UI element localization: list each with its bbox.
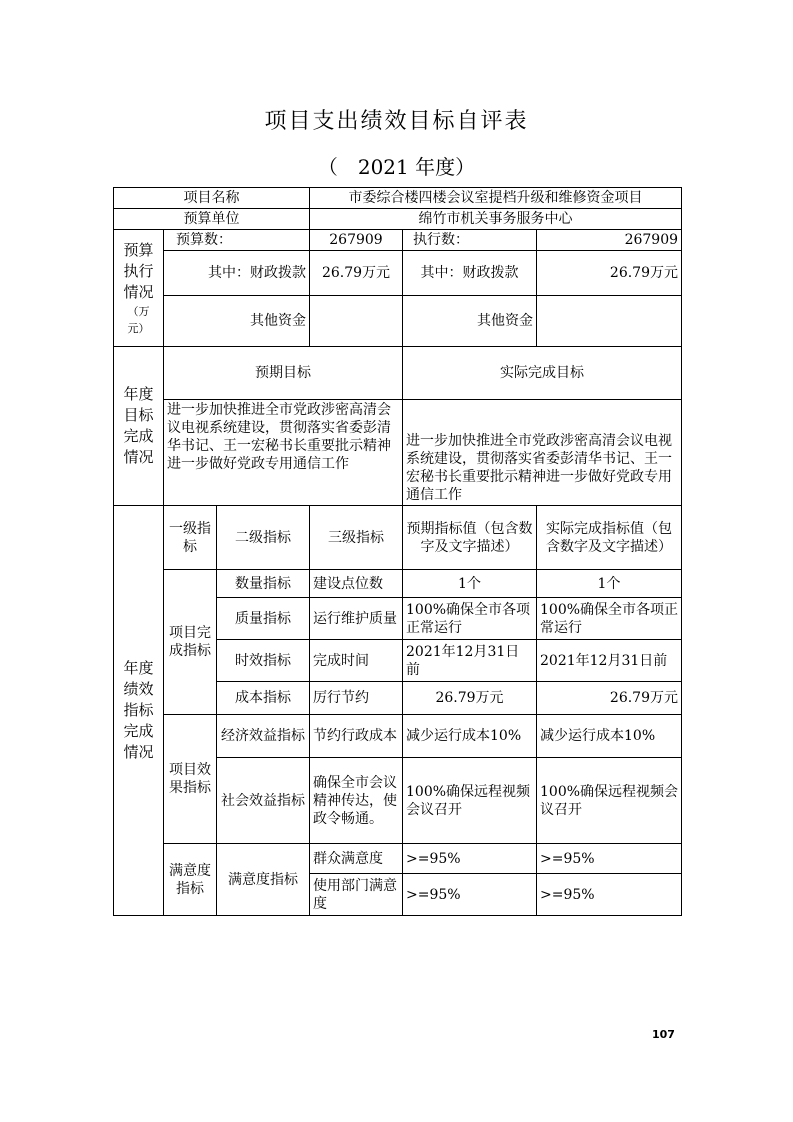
actual-goal-text: 进一步加快推进全市党政涉密高清会议电视系统建设，贯彻落实省委彭清华书记、王一宏秘书长重要批示精神进一步做好党政专用通信工作 — [403, 400, 682, 506]
level3-cell: 群众满意度 — [310, 844, 403, 874]
table-row — [114, 844, 682, 874]
expected-cell: >=95% — [403, 874, 537, 916]
row-other-funds — [114, 296, 682, 347]
other-value-2 — [537, 296, 682, 347]
exec-amount-label: 执行数： — [403, 230, 537, 251]
row-goals — [114, 400, 682, 506]
other-value-1 — [310, 296, 403, 347]
level3-cell: 节约行政成本 — [310, 715, 403, 758]
effect-label: 项目效果指标 — [164, 715, 217, 844]
page-number: 107 — [652, 1028, 675, 1041]
fiscal-value-1: 26.79万元 — [310, 251, 403, 296]
level2-cell: 成本指标 — [217, 682, 310, 715]
level2-cell: 数量指标 — [217, 570, 310, 598]
header-level2: 二级指标 — [217, 506, 310, 570]
row-goal-headers — [114, 347, 682, 400]
level3-cell: 确保全市会议精神传达，使政令畅通。 — [310, 758, 403, 844]
expected-cell: 2021年12月31日前 — [403, 640, 537, 682]
expected-goal-header: 预期目标 — [164, 347, 403, 400]
row-budget-amounts — [114, 230, 682, 251]
other-label-1: 其他资金 — [164, 296, 310, 347]
budget-amount-label: 预算数： — [164, 230, 310, 251]
level2-cell: 社会效益指标 — [217, 758, 310, 844]
expected-cell: 100%确保远程视频会议召开 — [403, 758, 537, 844]
header-level1: 一级指标 — [164, 506, 217, 570]
budget-unit-value: 绵竹市机关事务服务中心 — [310, 209, 682, 230]
completion-label: 项目完成指标 — [164, 570, 217, 715]
row-indicator-headers — [114, 506, 682, 570]
fiscal-label-2: 其中：财政拨款 — [403, 251, 537, 296]
year-line: （ 2021 年度） — [317, 155, 476, 179]
row-fiscal — [114, 251, 682, 296]
actual-cell: 2021年12月31日前 — [537, 640, 682, 682]
satisfaction-label: 满意度指标 — [164, 844, 217, 916]
self-evaluation-table — [113, 187, 682, 916]
actual-cell: 100%确保全市各项正常运行 — [537, 598, 682, 640]
header-actual: 实际完成指标值（包含数字及文字描述） — [537, 506, 682, 570]
level3-cell: 厉行节约 — [310, 682, 403, 715]
table-row — [114, 570, 682, 598]
fiscal-value-2: 26.79万元 — [537, 251, 682, 296]
header-level3: 三级指标 — [310, 506, 403, 570]
row-budget-unit — [114, 209, 682, 230]
level3-cell: 建设点位数 — [310, 570, 403, 598]
header-expected: 预期指标值（包含数字及文字描述） — [403, 506, 537, 570]
project-name-label: 项目名称 — [114, 188, 310, 209]
level3-cell: 运行维护质量 — [310, 598, 403, 640]
fiscal-label-1: 其中：财政拨款 — [164, 251, 310, 296]
level3-cell: 使用部门满意度 — [310, 874, 403, 916]
expected-cell: 100%确保全市各项正常运行 — [403, 598, 537, 640]
actual-cell: 26.79万元 — [537, 682, 682, 715]
exec-amount-value: 267909 — [537, 230, 682, 251]
expected-cell: 26.79万元 — [403, 682, 537, 715]
page-title: 项目支出绩效目标自评表 — [264, 109, 529, 134]
actual-cell: 减少运行成本10% — [537, 715, 682, 758]
expected-cell: 1个 — [403, 570, 537, 598]
budget-exec-label: 预算执行情况 — [123, 240, 154, 301]
expected-goal-text: 进一步加快推进全市党政涉密高清会议电视系统建设，贯彻落实省委彭清华书记、王一宏秘书长重要批示精神进一步做好党政专用通信工作 — [164, 400, 403, 506]
actual-cell: >=95% — [537, 874, 682, 916]
expected-cell: 减少运行成本10% — [403, 715, 537, 758]
level2-cell: 经济效益指标 — [217, 715, 310, 758]
perf-label: 年度绩效指标完成情况 — [114, 506, 164, 916]
actual-cell: 100%确保远程视频会议召开 — [537, 758, 682, 844]
budget-exec-unit: （万元） — [127, 304, 150, 335]
level2-cell: 质量指标 — [217, 598, 310, 640]
level2-cell: 时效指标 — [217, 640, 310, 682]
table-row — [114, 715, 682, 758]
level3-cell: 完成时间 — [310, 640, 403, 682]
other-label-2: 其他资金 — [403, 296, 537, 347]
year-goal-label: 年度目标完成情况 — [114, 347, 164, 506]
budget-exec-label-cell — [114, 230, 164, 347]
row-project-name — [114, 188, 682, 209]
project-name-value: 市委综合楼四楼会议室提档升级和维修资金项目 — [310, 188, 682, 209]
actual-goal-header: 实际完成目标 — [403, 347, 682, 400]
actual-cell: 1个 — [537, 570, 682, 598]
budget-unit-label: 预算单位 — [114, 209, 310, 230]
actual-cell: >=95% — [537, 844, 682, 874]
level2-cell: 满意度指标 — [217, 844, 310, 916]
budget-amount-value: 267909 — [310, 230, 403, 251]
expected-cell: >=95% — [403, 844, 537, 874]
